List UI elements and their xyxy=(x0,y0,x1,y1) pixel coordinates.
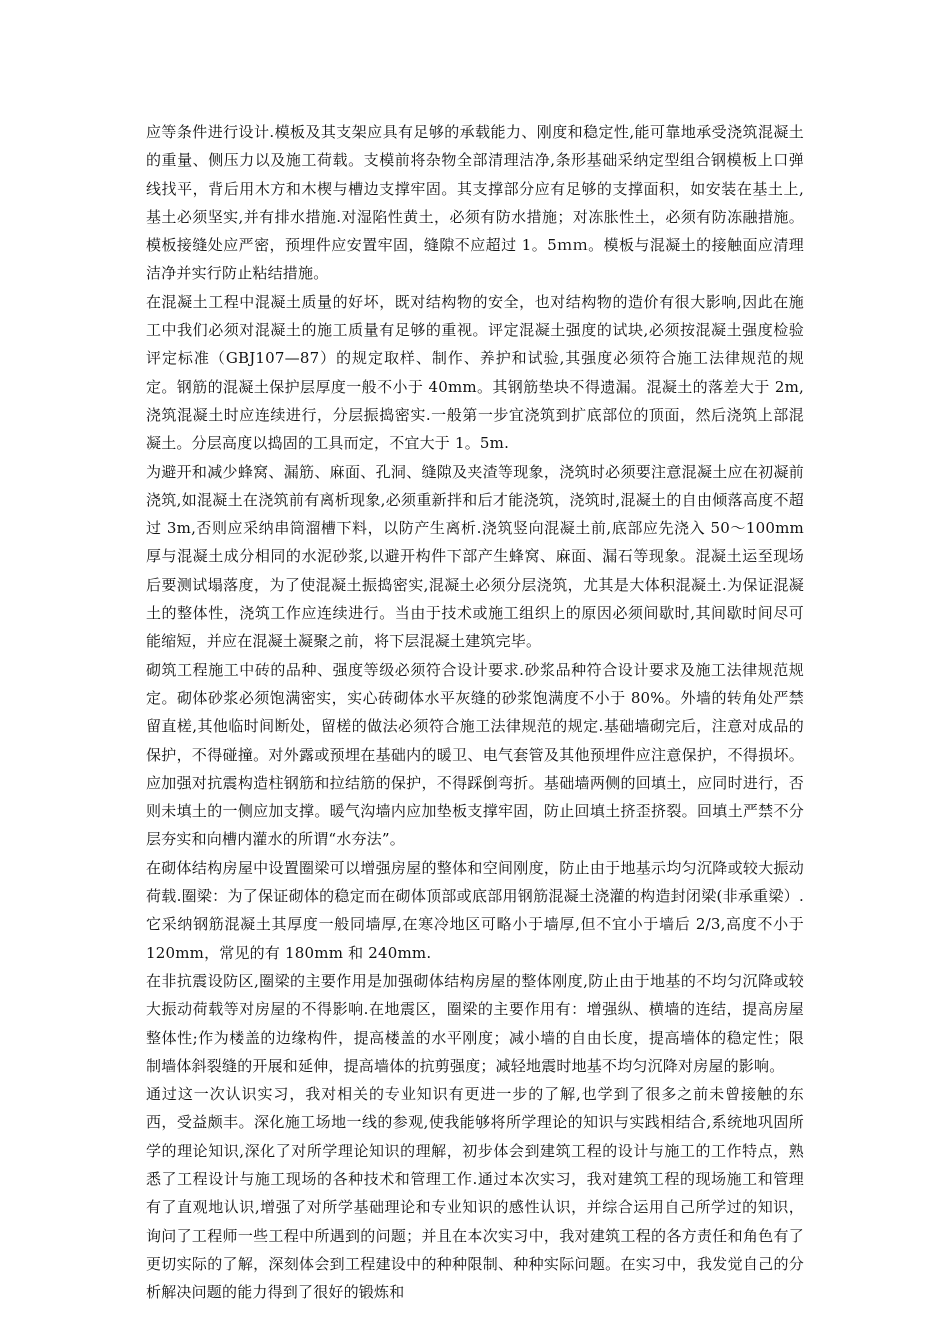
paragraph-internship-summary: 通过这一次认识实习，我对相关的专业知识有更进一步的了解,也学到了很多之前未曾接触的东西，受益颇丰。深化施工场地一线的参观,使我能够将所学理论的知识与实践相结合,系统地巩固所学的理论知识,深化了对所学理论知识的理解，初步体会到建筑工程的设计与施工的工作特点，熟悉了工程设计与施工现场的各种技术和管理工作.通过本次实习，我对建筑工程的现场施工和管理有了直观地认识,增强了对所学基础理论和专业知识的感性认识，并综合运用自己所学过的知识，询问了工程师一些工程中所遇到的问题；并且在本次实习中，我对建筑工程的各方责任和角色有了更切实际的了解，深刻体会到工程建设中的种种限制、种种实际问题。在实习中，我发觉自己的分析解决问题的能力得到了很好的锻炼和 xyxy=(146,1085,804,1302)
document-body xyxy=(146,118,804,1306)
paragraph-masonry: 砌筑工程施工中砖的品种、强度等级必须符合设计要求.砂浆品种符合设计要求及施工法律规范规定。砌体砂浆必须饱满密实，实心砖砌体水平灰缝的砂浆饱满度不小于 80%。外墙的转角处严禁留直槎,其他临时间断处，留槎的做法必须符合施工法律规范的规定.基础墙砌完后，注意对成品的保护，不得碰撞。对外露或预埋在基础内的暖卫、电气套管及其他预埋件应注意保护，不得损坏。应加强对抗震构造柱钢筋和拉结筋的保护，不得踩倒弯折。基础墙两侧的回填土，应同时进行，否则未填土的一侧应加支撑。暖气沟墙内应加垫板支撑牢固，防止回填土挤歪挤裂。回填土严禁不分层夯实和向槽内灌水的所谓“水夯法”。 xyxy=(146,660,804,849)
paragraph-concrete-pouring: 为避开和减少蜂窝、漏筋、麻面、孔洞、缝隙及夹渣等现象，浇筑时必须要注意混凝土应在初凝前浇筑,如混凝土在浇筑前有离析现象,必须重新拌和后才能浇筑，浇筑时,混凝土的自由倾落高度不超过 3m,否则应采纳串筒溜槽下料，以防产生离析.浇筑竖向混凝土前,底部应先浇入 50～100mm 厚与混凝土成分相同的水泥砂浆,以避开构件下部产生蜂窝、麻面、漏石等现象。混凝土运至现场后要测试塌落度，为了使混凝土振捣密实,混凝土必须分层浇筑，尤其是大体积混凝土.为保证混凝土的整体性，浇筑工作应连续进行。当由于技术或施工组织上的原因必须间歇时,其间歇时间尽可能缩短，并应在混凝土凝聚之前，将下层混凝土建筑完毕。 xyxy=(146,462,804,651)
paragraph-concrete-quality: 在混凝土工程中混凝土质量的好坏，既对结构物的安全，也对结构物的造价有很大影响,因此在施工中我们必须对混凝土的施工质量有足够的重视。评定混凝土强度的试块,必须按混凝土强度检验评定标准（GBJ107—87）的规定取样、制作、养护和试验,其强度必须符合施工法律规范的规定。钢筋的混凝土保护层厚度一般不小于 40mm。其钢筋垫块不得遗漏。混凝土的落差大于 2m,浇筑混凝土时应连续进行，分层振捣密实.一般第一步宜浇筑到扩底部位的顶面，然后浇筑上部混凝土。分层高度以捣固的工具而定，不宜大于 1。5m. xyxy=(146,292,804,453)
paragraph-ring-beam: 在砌体结构房屋中设置圈梁可以增强房屋的整体和空间刚度，防止由于地基示均匀沉降或较大振动荷载.圈梁：为了保证砌体的稳定而在砌体顶部或底部用钢筋混凝土浇灌的构造封闭梁(非承重梁）.它采纳钢筋混凝土其厚度一般同墙厚,在寒冷地区可略小于墙厚,但不宜小于墙后 2/3,高度不小于 120mm，常见的有 180mm 和 240mm. xyxy=(146,858,804,962)
paragraph-formwork: 应等条件进行设计.模板及其支架应具有足够的承载能力、刚度和稳定性,能可靠地承受浇筑混凝土的重量、侧压力以及施工荷载。支模前将杂物全部清理洁净,条形基础采纳定型组合钢模板上口弹线找平，背后用木方和木楔与槽边支撑牢固。其支撑部分应有足够的支撑面积，如安装在基土上,基土必须坚实,并有排水措施.对湿陷性黄土，必须有防水措施；对冻胀性土，必须有防冻融措施。模板接缝处应严密，预埋件应安置牢固，缝隙不应超过 1。5ｍｍ。模板与混凝土的接触面应清理洁净并实行防止粘结措施。 xyxy=(146,123,804,283)
paragraph-ring-beam-function: 在非抗震设防区,圈梁的主要作用是加强砌体结构房屋的整体刚度,防止由于地基的不均匀沉降或较大振动荷载等对房屋的不得影响.在地震区，圈梁的主要作用有：增强纵、横墙的连结，提高房屋整体性;作为楼盖的边缘构件，提高楼盖的水平刚度；减小墙的自由长度，提高墙体的稳定性；限制墙体斜裂缝的开展和延伸，提高墙体的抗剪强度；减轻地震时地基不均匀沉降对房屋的影响。 xyxy=(146,971,804,1075)
